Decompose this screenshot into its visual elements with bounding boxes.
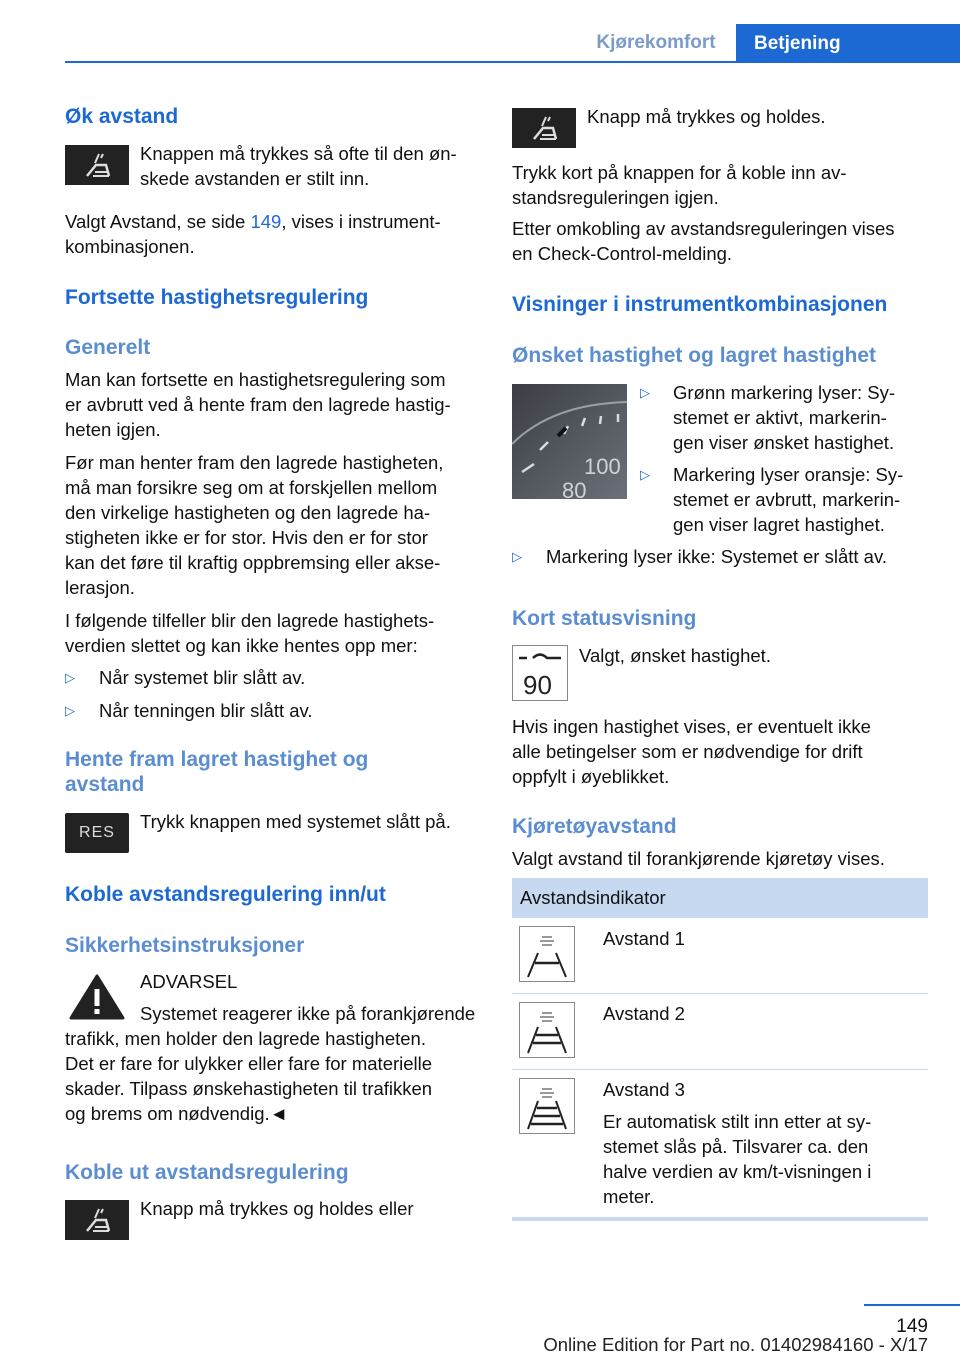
paragraph-right-1: Trykk kort på knappen for å koble inn av- standsreguleringen igjen. <box>512 162 847 208</box>
distance-button-icon <box>512 108 576 148</box>
table-divider <box>512 993 928 994</box>
heading-koble-ut: Koble ut avstandsregulering <box>65 1161 349 1184</box>
svg-text:100: 100 <box>584 454 621 479</box>
paragraph-generelt-3: I følgende tilfeller blir den lagrede hastighets- verdien slettet og kan ikke hentes opp mer: <box>65 610 435 656</box>
heading-onsket: Ønsket hastighet og lagret hastighet <box>512 344 877 367</box>
subheading-generelt: Generelt <box>65 336 151 359</box>
header-rule <box>65 61 960 63</box>
table-divider <box>512 1069 928 1070</box>
paragraph-right-2: Etter omkobling av avstandsreguleringen vises en Check-Control-melding. <box>512 218 895 264</box>
warning-text-line1: Systemet reagerer ikke på forankjørende <box>140 1003 476 1024</box>
speed-display-icon <box>512 645 568 701</box>
ok-avstand-text-line1: Knappen må trykkes så ofte til den øn- <box>140 143 457 164</box>
page-link[interactable]: 149 <box>250 211 282 232</box>
distance-button-icon <box>65 1200 129 1240</box>
warning-icon <box>65 968 129 1024</box>
res-button-icon: RES <box>65 813 129 853</box>
hold-text: Knapp må trykkes og holdes. <box>587 106 826 127</box>
paragraph-generelt-2: Før man henter fram den lagrede hastigheten, må man forsikre seg om at forskjellen mellom den virkelige hastigheten og den lagrede ha- stigheten ikke er for stor. Hvis den er for stor kan det føre til kraftig oppbremsing eller akse- lerasjon. <box>65 452 444 598</box>
koble-ut-text: Knapp må trykkes og holdes eller <box>140 1198 414 1219</box>
svg-text:80: 80 <box>562 478 587 499</box>
distance-3-icon <box>519 1078 575 1134</box>
warning-label: ADVARSEL <box>140 971 238 992</box>
page-number: 149 <box>896 1316 928 1337</box>
table-cell-label: Avstand 1 <box>603 928 685 949</box>
heading-fortsette: Fortsette hastighetsregulering <box>65 286 369 309</box>
heading-koble: Koble avstandsregulering inn/ut <box>65 883 386 906</box>
kjoretoy-text: Valgt avstand til forankjørende kjøretøy vises. <box>512 848 885 869</box>
subheading-sikkerhet: Sikkerhetsinstruksjoner <box>65 934 305 957</box>
ok-avstand-para-line2: kombinasjonen. <box>65 236 195 257</box>
header-section-tab: Kjørekomfort <box>596 31 716 53</box>
heading-kjoretoyavstand: Kjøretøyavstand <box>512 815 677 838</box>
kort-text: Valgt, ønsket hastighet. <box>579 645 771 666</box>
hente-text: Trykk knappen med systemet slått på. <box>140 811 451 832</box>
table-cell-label: Avstand 3 <box>603 1079 685 1100</box>
speedometer-image <box>512 384 627 499</box>
heading-visninger: Visninger i instrumentkombinasjonen <box>512 293 888 316</box>
header-active-tab: Betjening <box>736 24 960 63</box>
svg-text:90: 90 <box>523 670 552 700</box>
table-cell-note: Er automatisk stilt inn etter at sy- stemet slås på. Tilsvarer ca. den halve verdien av km/t-visningen i meter. <box>603 1111 872 1207</box>
heading-hente-line1: Hente fram lagret hastighet og <box>65 748 369 771</box>
heading-kort-status: Kort statusvisning <box>512 607 697 630</box>
footer-edition: Online Edition for Part no. 01402984160 - X/17 <box>543 1334 928 1355</box>
table-bottom-bar <box>512 1217 928 1221</box>
paragraph-generelt-1: Man kan fortsette en hastighetsregulering som er avbrutt ved å hente fram den lagrede hastig- heten igjen. <box>65 369 451 440</box>
warning-text-rest: trafikk, men holder den lagrede hastigheten. Det er fare for ulykker eller fare for materielle skader. Tilpass ønskehastigheten til trafikken og brems om nødvendig.◄ <box>65 1028 433 1124</box>
heading-hente-line2: avstand <box>65 773 145 796</box>
ok-avstand-text-line2: skede avstanden er stilt inn. <box>140 168 370 189</box>
ok-avstand-para-line1: Valgt Avstand, se side 149, vises i instrument- <box>65 211 441 232</box>
paragraph-right-3: Hvis ingen hastighet vises, er eventuelt ikke alle betingelser som er nødvendige for drift oppfylt i øyeblikket. <box>512 716 871 787</box>
table-cell-label: Avstand 2 <box>603 1003 685 1024</box>
footer-rule <box>864 1304 960 1306</box>
table-header: Avstandsindikator <box>512 878 928 918</box>
distance-button-icon <box>65 145 129 185</box>
heading-ok-avstand: Øk avstand <box>65 105 179 128</box>
distance-1-icon <box>519 926 575 982</box>
distance-2-icon <box>519 1002 575 1058</box>
